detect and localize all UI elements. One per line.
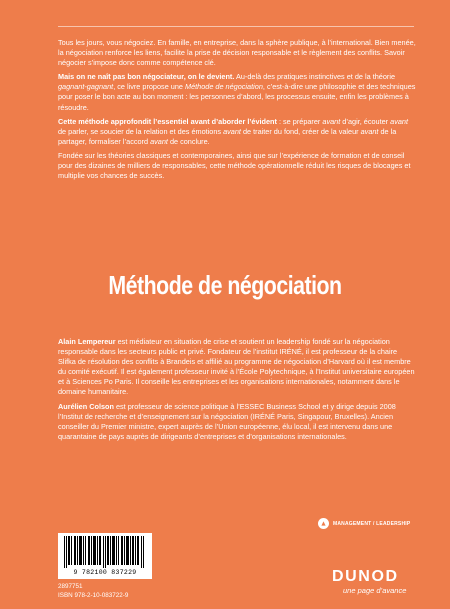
book-title: Méthode de négociation [108,270,342,300]
intro-p2-text-c: , c’est-à-dire une philosophie et des techniques pour poser le bon acte au bon moment : les personnes d’abord, les processus ensuite, enfin les problèmes à résoudre. [58,82,416,112]
intro-p3-text-c: de parler, se soucier de la relation et des émotions [58,126,224,136]
author-1-text: est médiateur en situation de crise et soutient un leadership fondé sur la négociation responsable dans les secteurs public et privé. Fondateur de l’institut IRÉNÉ, il est professeur de la chaire Slifka de résolution des conflits à Brandeis et affilié au programme de négociation d’Harvard où il est membre du comité exécutif. Il est également professeur invité à l’École Polytechnique, à l’Institut universitaire européen et à Sciences Po Paris. Il conseille les entreprises et les organisations internationales, notamment dans le domaine humanitaire. [58,337,415,397]
author-1-name: Alain Lempereur [58,337,116,346]
top-rule [58,26,414,27]
publisher-logo: DUNOD [332,568,399,585]
intro-paragraph-3 [58,117,416,147]
product-code: 2897751 [58,583,83,590]
intro-p3-italic-5: avant [150,136,168,146]
intro-p3-text-f: de conclure. [167,136,210,146]
isbn: ISBN 978-2-10-083722-9 [58,592,129,599]
barcode-digits: 9 782100 837229 [73,569,137,576]
intro-p2-text-a: Au-delà des pratiques instinctives et de la théorie [234,72,396,82]
author-bios [58,337,416,442]
intro-p2-italic-1: gagnant-gagnant [58,82,114,92]
author-bio-2 [58,402,416,442]
intro-p3-text-d: de traiter du fond, créer de la valeur [240,126,361,136]
intro-paragraph-4: Fondée sur les théories classiques et contemporaines, ainsi que sur l’expérience de formation et de conseil pour des dizaines de milliers de responsables, cette méthode opérationnelle réduit les risques de blocages et multiplie vos chances de succès. [58,150,411,181]
author-2-name: Aurélien Colson [58,401,114,411]
intro-text [58,38,416,181]
barcode-bars [64,536,146,568]
collection-label: MANAGEMENT / LEADERSHIP [333,520,411,527]
author-bio-1 [58,337,416,398]
intro-p3-italic-4: avant [360,126,379,136]
collection-badge [318,518,410,529]
author-2-text: est professeur de science politique à l’ESSEC Business School et y dirige depuis 2008 l’Institut de recherche et d’enseignement sur la négociation (IRÉNÉ Paris, Singapour, Bruxelles). Ancien conseiller du Premier ministre, expert auprès de l’Union européenne, élu local, il est intervenu dans une quarantaine de pays auprès de dirigeants d’entreprises et d’organisations internationales. [58,401,396,441]
intro-paragraph-1: Tous les jours, vous négociez. En famille, en entreprise, dans la sphère publique, à l’international. Bien menée, la négociation renforce les liens, facilite la prise de décision responsable et le règlement des conflits. Savoir négocier s’impose donc comme compétence clé. [58,38,416,68]
intro-p3-italic-2: avant [390,116,409,126]
intro-p2-bold: Mais on ne naît pas bon négociateur, on le devient. [58,72,235,82]
collection-icon [318,518,329,529]
intro-p3-italic-1: avant [322,116,341,126]
intro-p3-bold: Cette méthode approfondit l’essentiel avant d’aborder l’évident [58,116,277,126]
intro-p2-text-b: , ce livre propose une [113,82,185,92]
intro-p3-text-e: de la partager, formaliser l’accord [58,126,397,146]
intro-p2-italic-2: Méthode de négociation [184,82,263,92]
intro-p3-text-b: d’agir, écouter [340,116,391,126]
intro-p3-italic-3: avant [223,126,241,136]
intro-p3-text-a: : se préparer [276,116,323,126]
barcode [58,533,152,579]
publisher-tagline: une page d’avance [343,586,407,595]
intro-paragraph-2 [58,72,416,112]
